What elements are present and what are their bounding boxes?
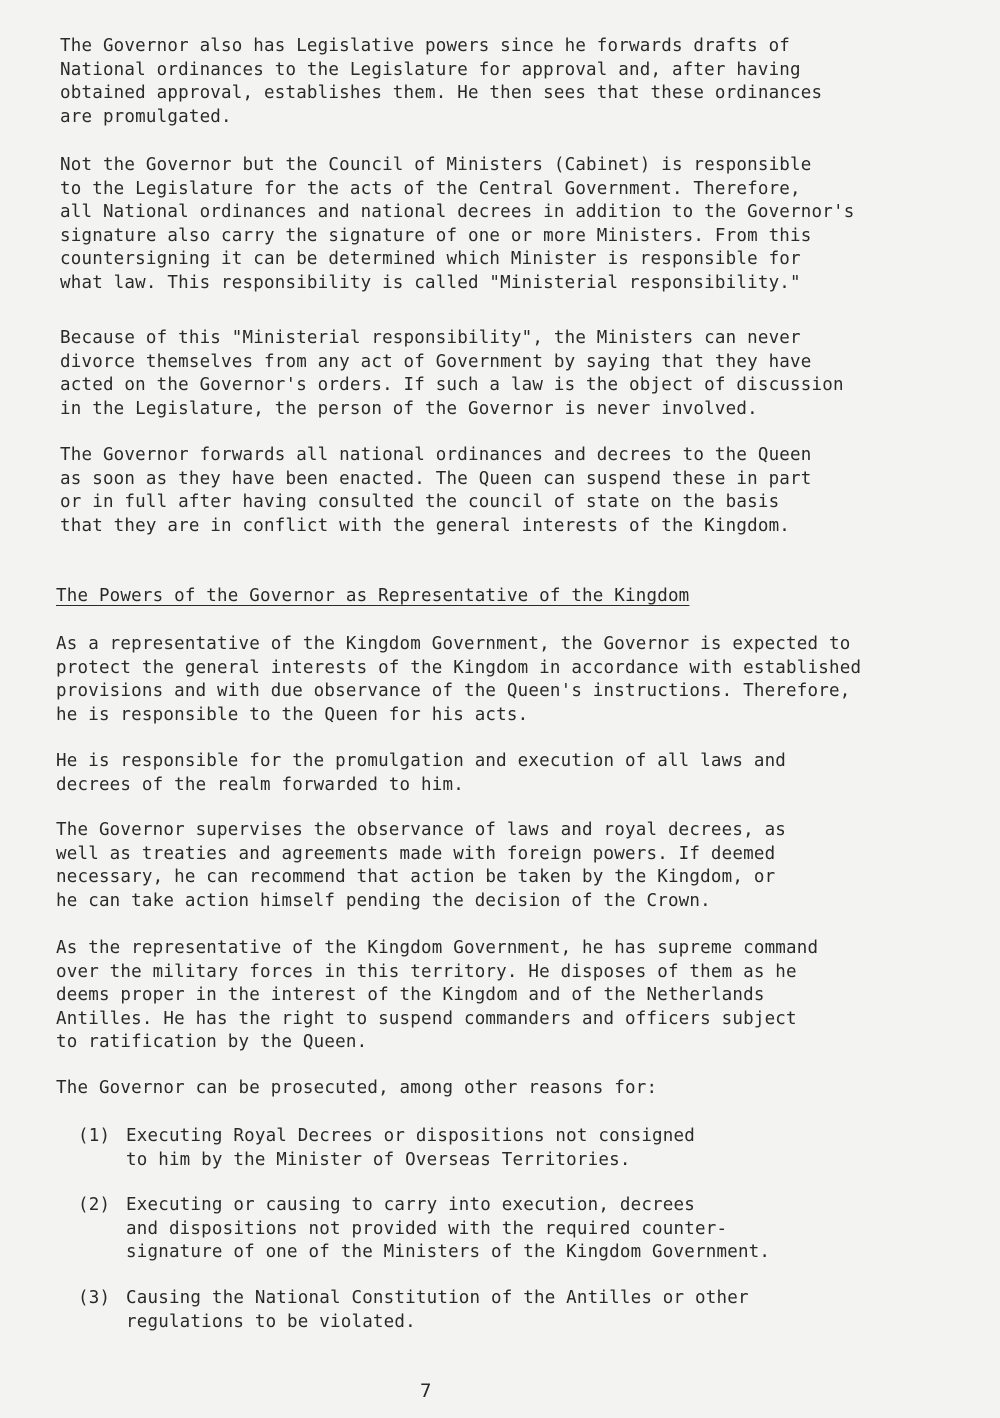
paragraph-ordinances-to-queen: The Governor forwards all national ordinances and decrees to the Queen as soon as they have been enacted. The Queen can suspend these in part or in full after having consulted the council of state on the basis that they are in conflict with the general interests of the Kingdom.	[60, 445, 812, 536]
paragraph-prosecution-intro: The Governor can be prosecuted, among other reasons for:	[56, 1078, 658, 1098]
paragraph-council-of-ministers: Not the Governor but the Council of Ministers (Cabinet) is responsible to the Legislature for the acts of the Central Government. Therefore, all National ordinances and national decrees in addition to the Governor's signature also carry the signature of one or more Ministers. From this countersigning it can be determined which Minister is responsible for what law. This responsibility is called "Ministerial responsibility."	[60, 155, 855, 293]
list-item-text: Causing the National Constitution of the Antilles or other regulations to be violated.	[126, 1288, 749, 1332]
list-item	[78, 1125, 958, 1172]
list-item-number: (3)	[78, 1288, 111, 1308]
list-item	[78, 1194, 958, 1265]
paragraph-supervision: The Governor supervises the observance of laws and royal decrees, as well as treaties and agreements made with foreign powers. If deemed necessary, he can recommend that action be taken by the Kingdom, or he can take action himself pending the decision of the Crown.	[56, 820, 787, 911]
list-item	[78, 1287, 958, 1334]
paragraph-military-command: As the representative of the Kingdom Government, he has supreme command over the military forces in this territory. He disposes of them as he deems proper in the interest of the Kingdom and of the Netherlands Antilles. He has the right to suspend commanders and officers subject to ratification by the Queen.	[56, 938, 819, 1052]
paragraph-ministerial-responsibility: Because of this "Ministerial responsibility", the Ministers can never divorce themselves from any act of Government by saying that they have acted on the Governor's orders. If such a law is the object of discussion in the Legislature, the person of the Governor is never involved.	[60, 328, 844, 419]
list-item-text: Executing Royal Decrees or dispositions not consigned to him by the Minister of Overseas Territories.	[126, 1126, 696, 1170]
paragraph-legislative-powers: The Governor also has Legislative powers since he forwards drafts of National ordinances to the Legislature for approval and, after having obtained approval, establishes them. He then sees that these ordinances are promulgated.	[60, 36, 823, 127]
paragraph-representative-role: As a representative of the Kingdom Government, the Governor is expected to protect the general interests of the Kingdom in accordance with established provisions and with due observance of the Queen's instructions. Therefore, he is responsible to the Queen for his acts.	[56, 634, 862, 725]
section-heading: The Powers of the Governor as Representative of the Kingdom	[56, 586, 690, 606]
list-item-number: (2)	[78, 1195, 111, 1215]
list-item-number: (1)	[78, 1126, 111, 1146]
list-item-text: Executing or causing to carry into execution, decrees and dispositions not provided with the required counter- signature of one of the Ministers of the Kingdom Government.	[126, 1195, 771, 1262]
paragraph-promulgation: He is responsible for the promulgation and execution of all laws and decrees of the realm forwarded to him.	[56, 751, 787, 795]
page-number: 7	[420, 1380, 432, 1402]
